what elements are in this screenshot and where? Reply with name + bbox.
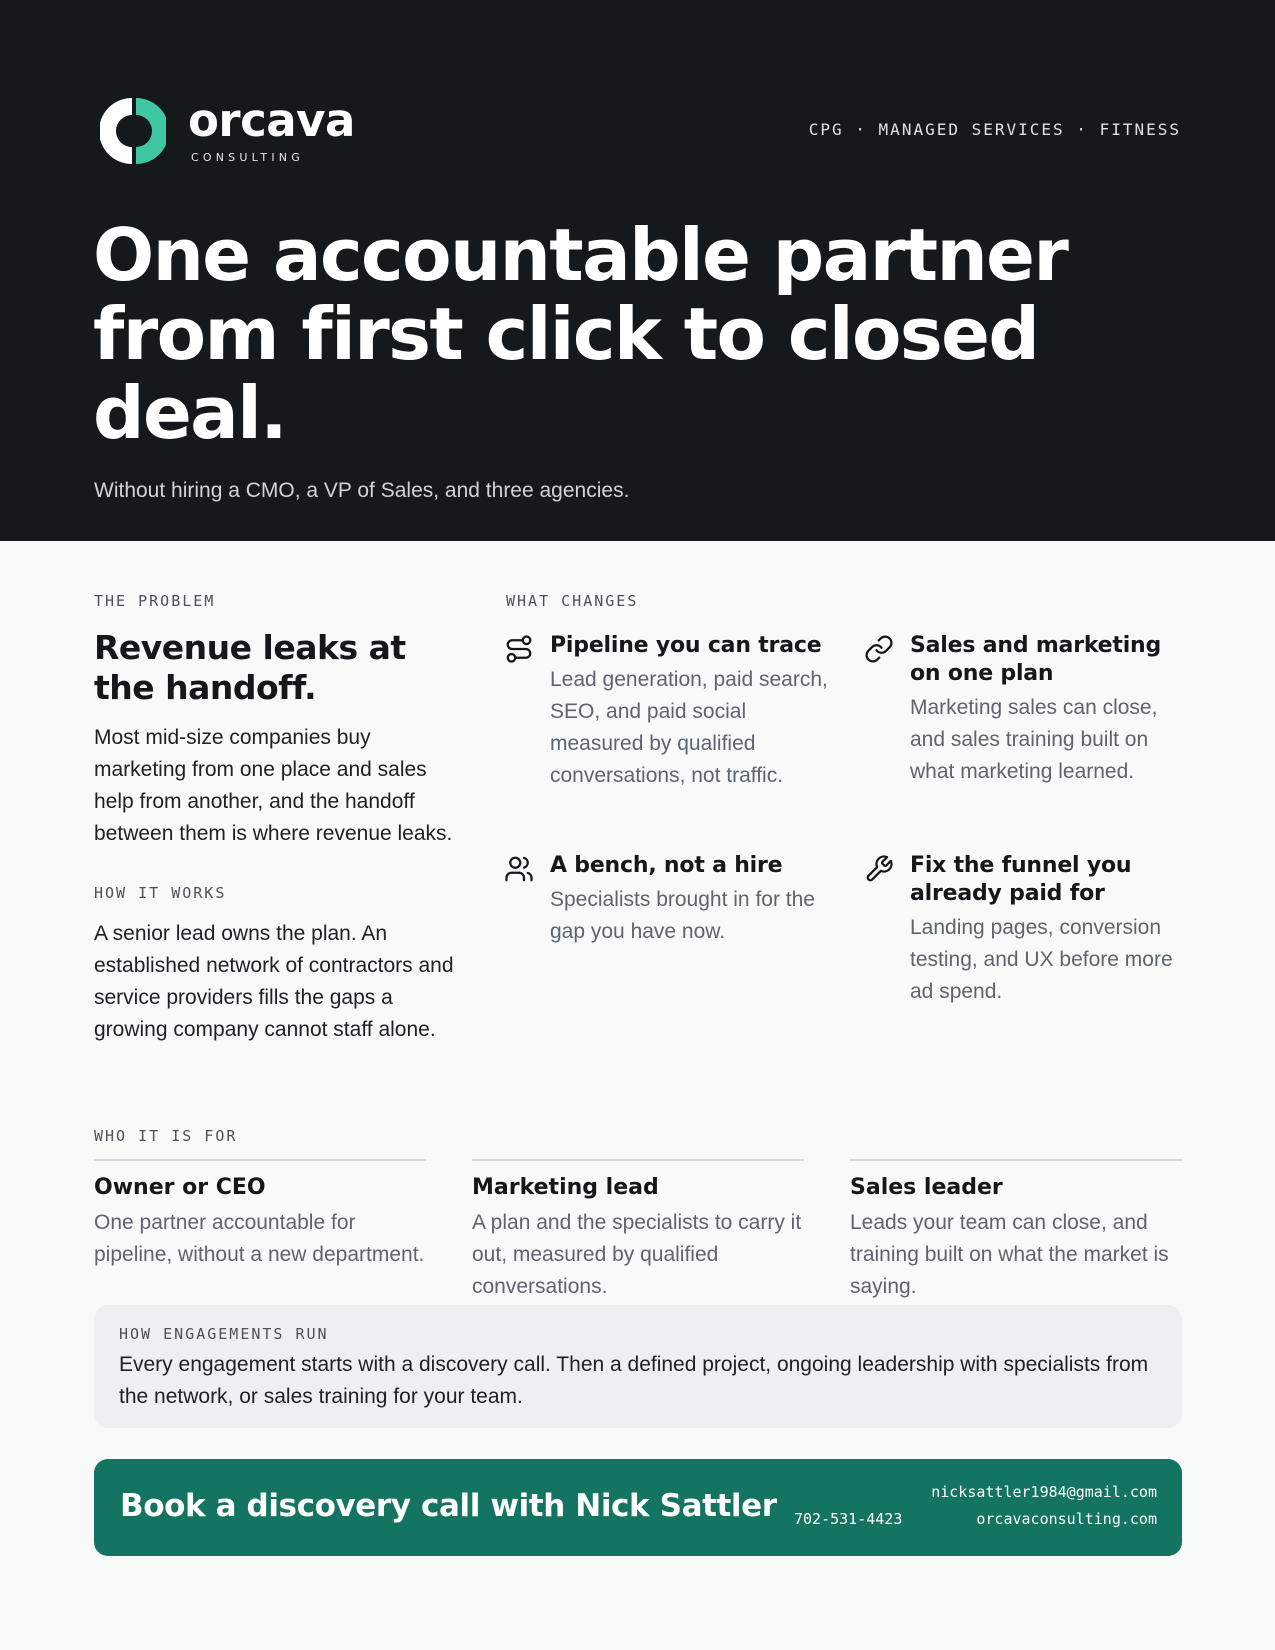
feature-title: A bench, not a hire [550,853,783,878]
contact-phone[interactable]: 702-531-4423 [794,1510,903,1528]
feature-pipeline [550,632,840,792]
how-kicker: HOW IT WORKS [94,884,227,902]
orcava-logo-icon [100,94,166,168]
page-headline: One accountable partner from first click to closed deal. [93,213,1068,455]
feature-body: Marketing sales can close, and sales training built on what marketing learned. [910,696,1158,783]
engagements-body: Every engagement starts with a discovery call. Then a defined project, ongoing leadership with specialists from the network, or sales training for your team. [119,1353,1149,1408]
feature-title: Sales and marketing on one plan [910,633,1162,686]
problem-kicker: THE PROBLEM [94,592,216,610]
engagements-panel [94,1305,1182,1428]
problem-title: Revenue leaks at the handoff. [94,628,406,707]
audience-body: Leads your team can close, and training built on what the market is saying. [850,1211,1169,1298]
cta-banner[interactable] [94,1459,1182,1556]
audience-title: Owner or CEO [94,1175,266,1200]
contact-email[interactable]: nicksattler1984@gmail.com [931,1483,1157,1501]
who-kicker: WHO IT IS FOR [94,1127,238,1145]
link-icon [864,634,894,664]
feature-one-plan [910,632,1182,788]
feature-bench [550,852,820,948]
audience-body: A plan and the specialists to carry it out, measured by qualified conversations. [472,1211,802,1298]
audience-card-sales [850,1159,1182,1303]
brand-name: orcava [188,94,355,147]
audience-title: Marketing lead [472,1175,659,1200]
audience-card-owner [94,1159,426,1271]
feature-title: Fix the funnel you already paid for [910,853,1132,906]
feature-body: Landing pages, conversion testing, and UX before more ad spend. [910,916,1173,1003]
feature-body: Specialists brought in for the gap you have now. [550,888,815,943]
page-subhead: Without hiring a CMO, a VP of Sales, and three agencies. [94,479,630,502]
engagements-kicker: HOW ENGAGEMENTS RUN [119,1325,329,1343]
users-icon [504,854,534,884]
route-icon [504,634,534,664]
problem-body: Most mid-size companies buy marketing from one place and sales help from another, and the handoff between them is where revenue leaks. [94,726,453,845]
problem-section [94,592,454,1046]
changes-kicker: WHAT CHANGES [506,592,639,610]
audience-title: Sales leader [850,1175,1003,1200]
audience-card-marketing [472,1159,804,1303]
contact-website[interactable]: orcavaconsulting.com [976,1510,1157,1528]
wrench-icon [864,854,894,884]
how-body: A senior lead owns the plan. An established network of contractors and service providers fills the gaps a growing company cannot staff alone. [94,922,454,1041]
audience-body: One partner accountable for pipeline, without a new department. [94,1211,425,1266]
hero-banner [0,0,1275,541]
cta-text[interactable]: Book a discovery call with Nick Sattler [120,1488,777,1524]
industry-tags: CPG · MANAGED SERVICES · FITNESS [808,120,1181,139]
feature-funnel [910,852,1182,1008]
feature-title: Pipeline you can trace [550,633,822,658]
feature-body: Lead generation, paid search, SEO, and paid social measured by qualified conversations, not traffic. [550,668,828,787]
brand-subtitle: CONSULTING [191,151,304,164]
